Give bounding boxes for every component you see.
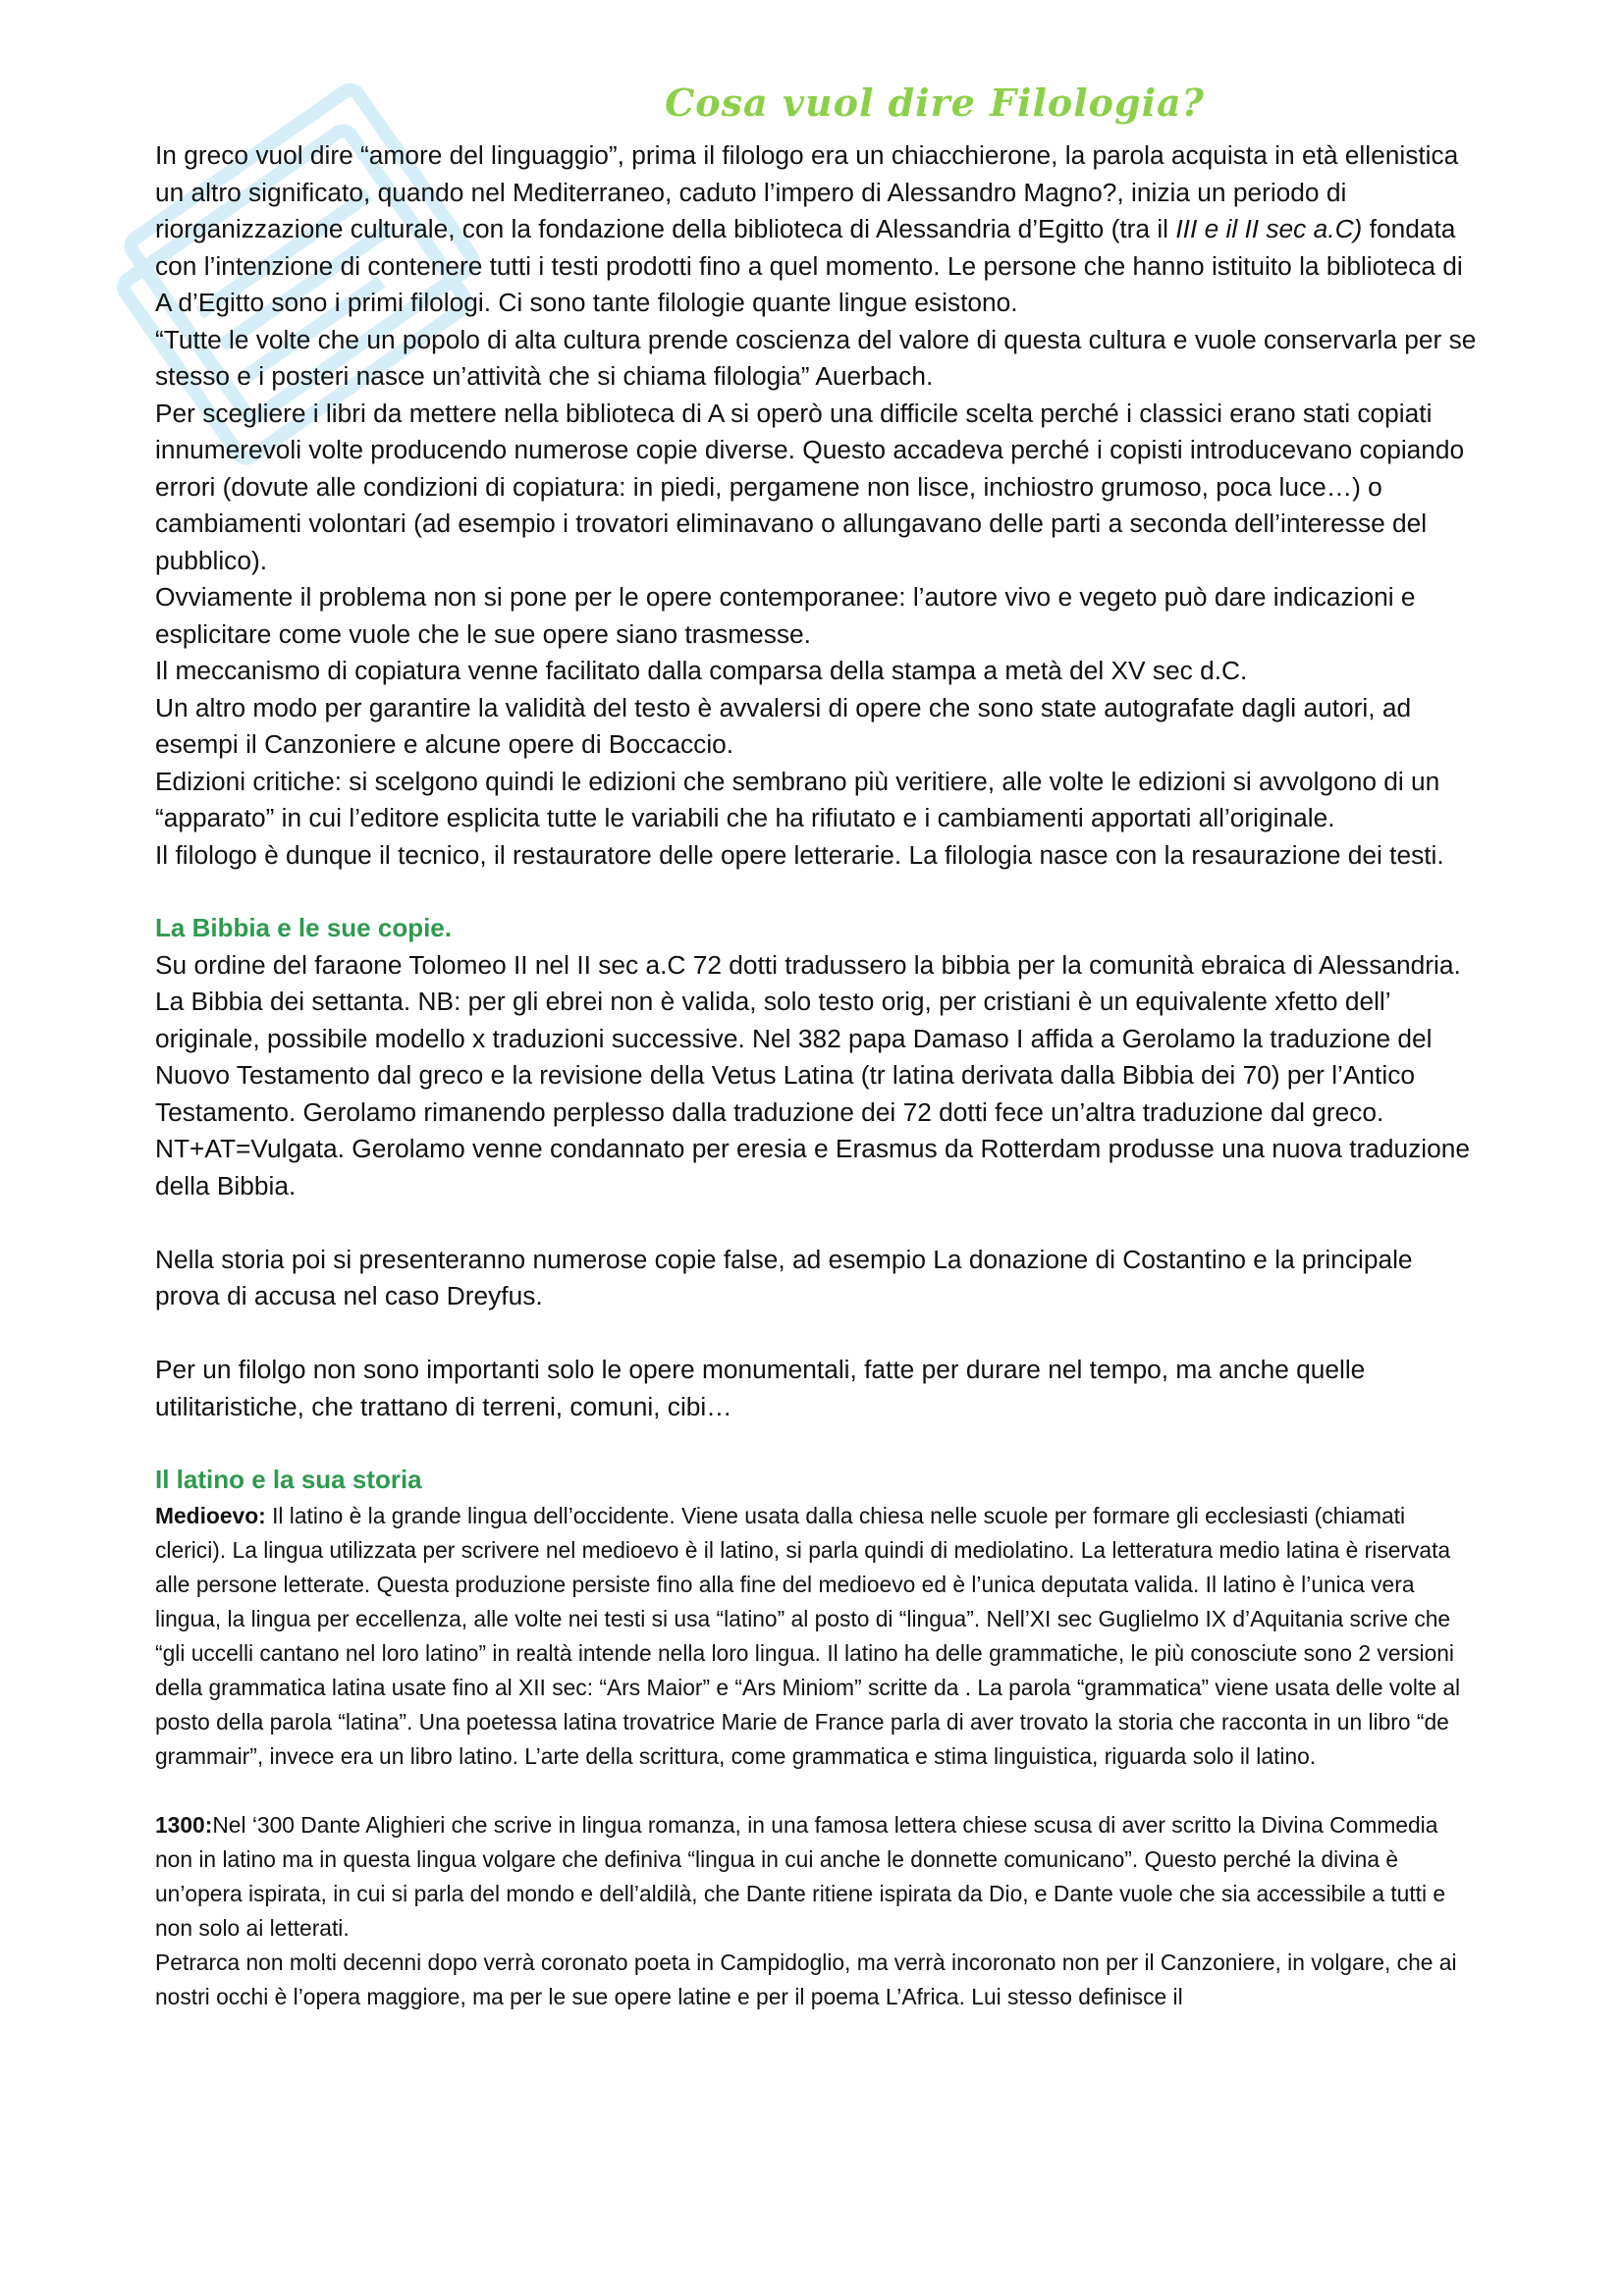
paragraph-petrarca: Petrarca non molti decenni dopo verrà coronato poeta in Campidoglio, ma verrà incoronato non per il Canzoniere, in volgare, che ai nostri occhi è l’opera maggiore, ma per le sue opere latine e per il poema L’Africa. Lui stesso definisce il — [155, 1949, 1457, 2009]
paragraph-altro-modo: Un altro modo per garantire la validità del testo è avvalersi di opere che sono state autografate dagli autori, ad esempi il Canzoniere e alcune opere di Boccaccio. — [155, 692, 1412, 759]
spacer — [155, 1204, 1481, 1242]
paragraph-edizioni: Edizioni critiche: si scelgono quindi le edizioni che sembrano più veritiere, alle volte le edizioni si avvolgono di un “apparato” in cui l’editore esplicita tutte le variabili che ha rifiutato e i cambiamenti apportati all’originale. — [155, 766, 1440, 832]
paragraph-filologo: Il filologo è dunque il tecnico, il restauratore delle opere letterarie. La filologia nasce con la resaurazione dei testi. — [155, 839, 1444, 870]
document-body — [155, 137, 1481, 2014]
paragraph-copie-false: Nella storia poi si presenteranno numerose copie false, ad esempio La donazione di Costantino e la principale prova di accusa nel caso Dreyfus. — [155, 1244, 1413, 1310]
paragraph-bibbia: Su ordine del faraone Tolomeo II nel II sec a.C 72 dotti tradussero la bibbia per la comunità ebraica di Alessandria. La Bibbia dei settanta. NB: per gli ebrei non è valida, solo testo orig, per cristiani è un equivalente xfetto dell’ originale, possibile modello x traduzioni successive. Nel 382 papa Damaso I affida a Gerolamo la traduzione del Nuovo Testamento dal greco e la revisione della Vetus Latina (tr latina derivata dalla Bibbia dei 70) per l’Antico Testamento. Gerolamo rimanendo perplesso dalla traduzione dei 72 dotti fece un’altra traduzione dal greco. NT+AT=Vulgata. Gerolamo venne condannato per eresia e Erasmus da Rotterdam produsse una nuova traduzione della Bibbia. — [155, 949, 1471, 1201]
paragraph-opere-utilitaristiche: Per un filolgo non sono importanti solo le opere monumentali, fatte per durare nel tempo, ma anche quelle utilitaristiche, che trattano di terreni, comuni, cibi… — [155, 1355, 1366, 1421]
paragraph-1300: 1300:Nel ‘300 Dante Alighieri che scrive in lingua romanza, in una famosa lettera chiese scusa di aver scritto la Divina Commedia non in latino ma in questa lingua volgare che definiva “lingua in cui anche le donnette comunicano”. Questo perché la divina è un’opera ispirata, in cui si parla del mondo e dell’aldilà, che Dante ritiene ispirata da Dio, e Dante vuole che sia accessibile a tutti e non solo ai letterati. — [155, 1811, 1446, 1941]
heading-latino: Il latino e la sua storia — [155, 1465, 422, 1494]
paragraph-scelta: Per scegliere i libri da mettere nella biblioteca di A si operò una difficile scelta perché i classici erano stati copiati innumerevoli volte producendo numerose copie diverse. Questo accadeva perché i copisti introducevano copiando errori (dovute alle condizioni di copiatura: in piedi, pergamene non lisce, inchiostro grumoso, poca luce…) o cambiamenti volontari (ad esempio i trovatori eliminavano o allungavano delle parti a seconda dell’interesse del pubblico). — [155, 398, 1465, 575]
paragraph-meccanismo: Il meccanismo di copiatura venne facilitato dalla comparsa della stampa a metà del XV sec d.C. — [155, 656, 1248, 685]
paragraph-medioevo: Medioevo: Il latino è la grande lingua dell’occidente. Viene usata dalla chiesa nelle scuole per formare gli ecclesiasti (chiamati clerici). La lingua utilizzata per scrivere nel medioevo è il latino, si parla quindi di mediolatino. La letteratura medio latina è riservata alle persone letterate. Questa produzione persiste fino alla fine del medioevo ed è l’unica deputata valida. Il latino è l’unica vera lingua, la lingua per eccellenza, alle volte nei testi si usa “latino” al posto di “lingua”. Nell’XI sec Guglielmo IX d’Aquitania scrive che “gli uccelli cantano nel loro latino” in realtà intende nella loro lingua. Il latino ha delle grammatiche, le più conosciute sono 2 versioni della grammatica latina usate fino al XII sec: “Ars Maior” e “Ars Miniom” scritte da . La parola “grammatica” viene usata delle volte al posto della parola “latina”. Una poetessa latina trovatrice Marie de France parla di aver trovato la storia che racconta in un libro “de grammair”, invece era un libro latino. L’arte della scrittura, come grammatica e stima linguistica, riguarda solo il latino. — [155, 1502, 1461, 1769]
paragraph-ovviamente: Ovviamente il problema non si pone per le opere contemporanee: l’autore vivo e vegeto può dare indicazioni e esplicitare come vuole che le sue opere siano trasmesse. — [155, 582, 1416, 649]
spacer — [155, 1315, 1481, 1353]
auerbach-quote: “Tutte le volte che un popolo di alta cultura prende coscienza del valore di questa cultura e vuole conservarla per se stesso e i posteri nasce un’attività che si chiama filologia” Auerbach. — [155, 324, 1477, 391]
heading-bibbia: La Bibbia e le sue copie. — [155, 913, 452, 942]
intro-paragraph: In greco vuol dire “amore del linguaggio”, prima il filologo era un chiacchierone, la parola acquista in età ellenistica un altro significato, quando nel Mediterraneo, caduto l’impero di Alessandro Magno?, inizia un periodo di riorganizzazione culturale, con la fondazione della biblioteca di Alessandria d’Egitto (tra il III e il II sec a.C) fondata con l’intenzione di contenere tutti i testi prodotti fino a quel momento. Le persone che hanno istituito la biblioteca di A d’Egitto sono i primi filologi. Ci sono tante filologie quante lingue esistono. — [155, 140, 1463, 317]
spacer — [155, 1774, 1481, 1808]
page-title: Cosa vuol dire Filologia? — [665, 80, 1205, 125]
